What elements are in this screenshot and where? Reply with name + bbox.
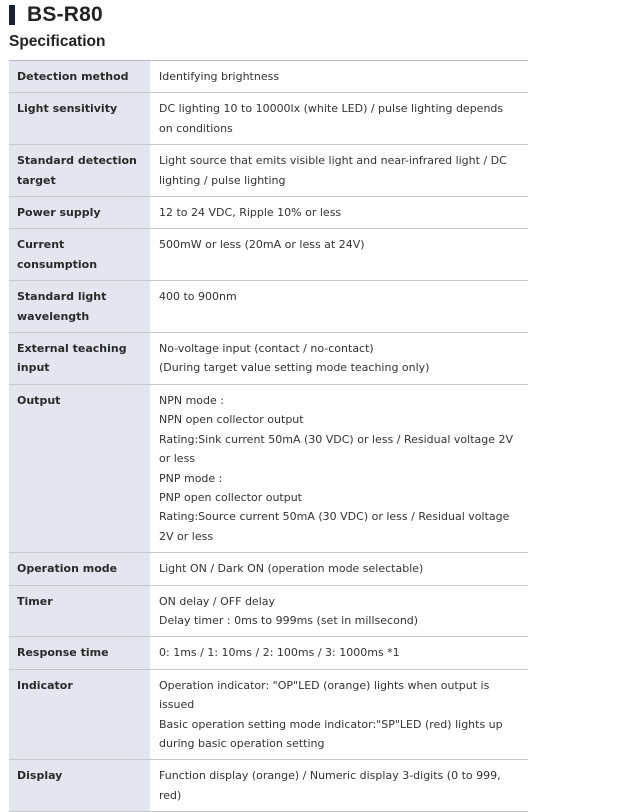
specification-table <box>9 60 528 812</box>
spec-value <box>150 145 528 197</box>
spec-label: Standard detection target <box>9 145 150 197</box>
spec-value <box>150 281 528 333</box>
spec-row <box>9 585 528 637</box>
spec-value-line: 400 to 900nm <box>159 290 237 304</box>
spec-row <box>9 760 528 812</box>
spec-row <box>9 669 528 760</box>
spec-value <box>150 384 528 552</box>
spec-value-line: Operation indicator: "OP"LED (orange) lights when output is issued <box>159 678 490 712</box>
spec-label: Display <box>9 760 150 812</box>
spec-value <box>150 61 528 93</box>
spec-row <box>9 281 528 333</box>
spec-value <box>150 93 528 145</box>
spec-value-line: Identifying brightness <box>159 70 280 83</box>
spec-row <box>9 145 528 197</box>
spec-label: Current consumption <box>9 229 150 281</box>
spec-label: Operation mode <box>9 553 150 585</box>
spec-label: Light sensitivity <box>9 93 150 145</box>
spec-value-line: NPN open collector output <box>159 413 304 427</box>
spec-row <box>9 553 528 585</box>
spec-value-line: Light source that emits visible light and near-infrared light / DC lighting / pulse lighting <box>159 154 507 187</box>
spec-value-line: Delay timer : 0ms to 999ms (set in millsecond) <box>159 613 419 627</box>
spec-label: Response time <box>9 637 150 669</box>
spec-value-line: 12 to 24 VDC, Ripple 10% or less <box>159 206 342 220</box>
spec-value-line: Basic operation setting mode indicator:"SP"LED (red) lights up during basic operation setting <box>159 717 503 750</box>
spec-value-line: NPN mode : <box>159 393 224 407</box>
spec-label: Output <box>9 384 150 552</box>
spec-value-line: 0: 1ms / 1: 10ms / 2: 100ms / 3: 1000ms *1 <box>159 646 400 660</box>
spec-value-line: ON delay / OFF delay <box>159 594 276 608</box>
spec-value-line: No-voltage input (contact / no-contact) <box>159 342 374 356</box>
spec-row <box>9 197 528 229</box>
spec-value <box>150 760 528 812</box>
spec-value-line: PNP open collector output <box>159 490 302 504</box>
spec-value-line: Rating:Sink current 50mA (30 VDC) or less / Residual voltage 2V or less <box>159 432 514 466</box>
spec-value-line: Light ON / Dark ON (operation mode selectable) <box>159 562 424 576</box>
spec-value <box>150 669 528 760</box>
spec-value-line: Function display (orange) / Numeric display 3-digits (0 to 999, red) <box>159 769 501 802</box>
spec-value <box>150 333 528 385</box>
spec-value <box>150 585 528 637</box>
spec-value-line: (During target value setting mode teaching only) <box>159 361 430 375</box>
spec-row <box>9 229 528 281</box>
spec-value <box>150 197 528 229</box>
spec-label: Standard light wavelength <box>9 281 150 333</box>
spec-value <box>150 229 528 281</box>
spec-row <box>9 93 528 145</box>
spec-label: Timer <box>9 585 150 637</box>
spec-label: Indicator <box>9 669 150 760</box>
spec-label: Detection method <box>9 61 150 93</box>
spec-value <box>150 637 528 669</box>
section-heading: Specification <box>9 33 106 50</box>
spec-row <box>9 384 528 552</box>
spec-value <box>150 553 528 585</box>
page-title: BS-R80 <box>27 3 103 26</box>
spec-value-line: DC lighting 10 to 10000lx (white LED) / pulse lighting depends on conditions <box>159 102 504 135</box>
spec-label: External teaching input <box>9 333 150 385</box>
spec-label: Power supply <box>9 197 150 229</box>
spec-value-line: PNP mode : <box>159 471 223 485</box>
spec-row <box>9 333 528 385</box>
spec-value-line: 500mW or less (20mA or less at 24V) <box>159 238 365 252</box>
title-row <box>9 4 103 26</box>
title-accent-bar <box>9 5 15 25</box>
spec-row <box>9 61 528 93</box>
specification-table-body <box>9 61 528 812</box>
spec-value-line: Rating:Source current 50mA (30 VDC) or less / Residual voltage 2V or less <box>159 510 510 543</box>
spec-row <box>9 637 528 669</box>
